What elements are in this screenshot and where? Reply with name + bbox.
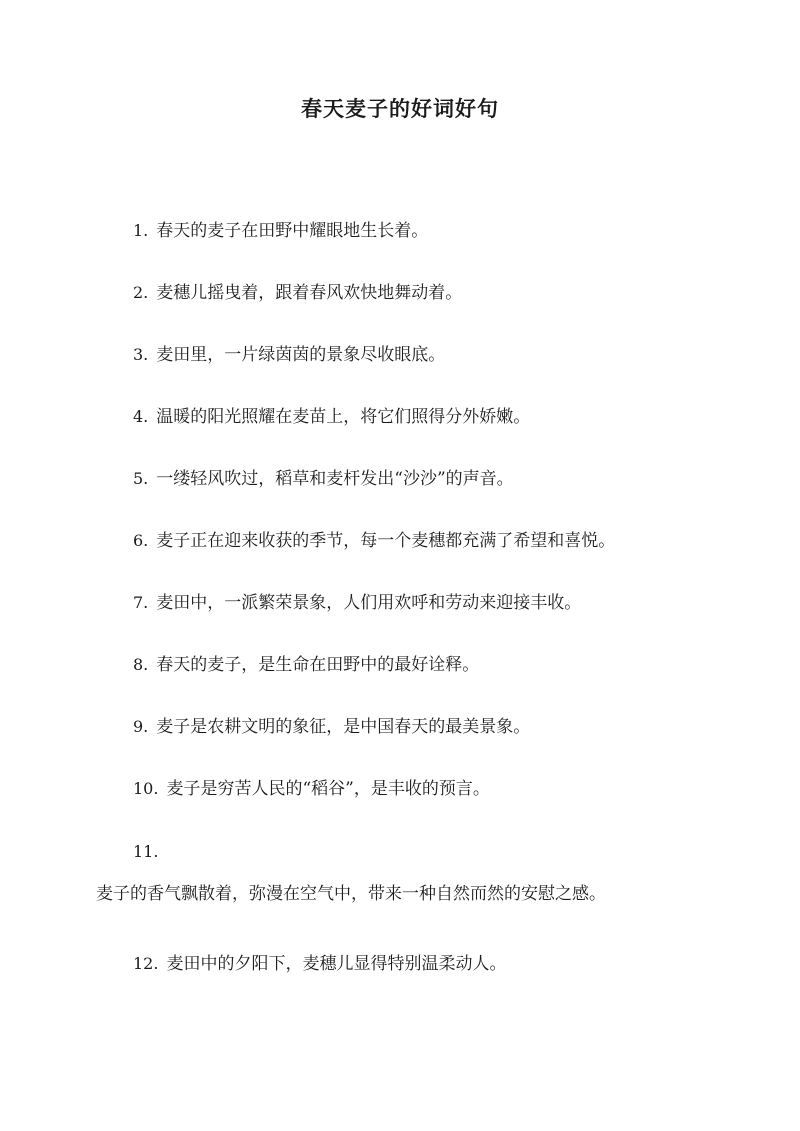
- item-text: 春天的麦子在田野中耀眼地生长着。: [156, 221, 429, 241]
- item-text: 春天的麦子，是生命在田野中的最好诠释。: [156, 655, 480, 675]
- list-item: [133, 406, 530, 428]
- item-number: 11.: [133, 842, 159, 861]
- item-text: 麦田中，一派繁荣景象，人们用欢呼和劳动来迎接丰收。: [156, 593, 582, 613]
- list-item: [133, 778, 490, 800]
- list-item: [133, 716, 530, 738]
- list-item: [133, 654, 479, 676]
- page-title: 春天麦子的好词好句: [301, 96, 499, 121]
- list-item: [96, 841, 606, 904]
- item-text: 麦田中的夕阳下，麦穗儿显得特别温柔动人。: [166, 954, 507, 974]
- item-number: 1.: [133, 221, 149, 240]
- item-number: 2.: [133, 283, 149, 302]
- item-text: 温暖的阳光照耀在麦苗上，将它们照得分外娇嫩。: [156, 407, 531, 427]
- item-number: 7.: [133, 593, 149, 612]
- item-text: 一缕轻风吹过，稻草和麦杆发出“沙沙”的声音。: [156, 469, 514, 489]
- list-item: [133, 530, 615, 552]
- item-text: 麦穗儿摇曳着，跟着春风欢快地舞动着。: [156, 283, 463, 303]
- item-text: 麦田里，一片绿茵茵的景象尽收眼底。: [156, 345, 446, 365]
- list-item: [133, 592, 581, 614]
- item-number: 5.: [133, 469, 149, 488]
- item-number: 12.: [133, 954, 159, 973]
- item-number: 3.: [133, 345, 149, 364]
- list-item: [133, 953, 506, 975]
- list-item: [133, 282, 462, 304]
- item-number: 8.: [133, 655, 149, 674]
- item-text: 麦子是农耕文明的象征，是中国春天的最美景象。: [156, 717, 531, 737]
- item-number: 4.: [133, 407, 149, 426]
- item-text: 麦子是穷苦人民的“稻谷”，是丰收的预言。: [166, 779, 490, 799]
- item-number: 6.: [133, 531, 149, 550]
- item-text: 麦子正在迎来收获的季节，每一个麦穗都充满了希望和喜悦。: [156, 531, 616, 551]
- list-item: [133, 220, 428, 242]
- item-number: 10.: [133, 779, 159, 798]
- list-item: [133, 468, 514, 490]
- item-text: 麦子的香气飘散着，弥漫在空气中，带来一种自然而然的安慰之感。: [96, 884, 606, 904]
- list-item: [133, 344, 445, 366]
- item-number: 9.: [133, 717, 149, 736]
